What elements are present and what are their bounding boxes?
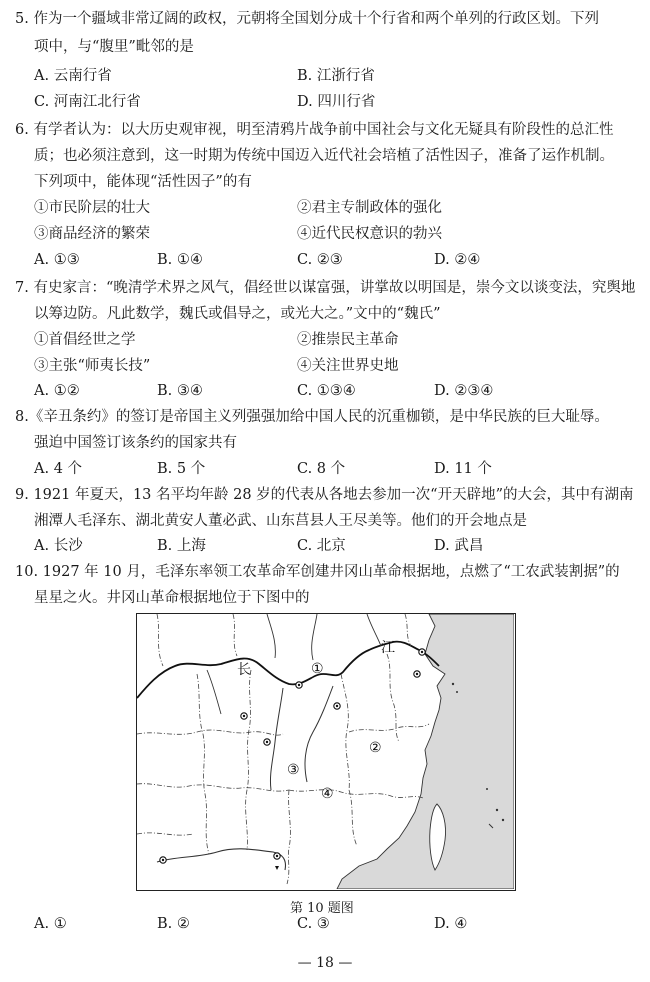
q6-item-2: ②君主专制政体的强化: [297, 200, 442, 216]
map-label-chang: 长: [237, 662, 251, 678]
q5-option-b[interactable]: B. 江浙行省: [297, 68, 375, 84]
q8-option-b[interactable]: B. 5 个: [157, 461, 206, 477]
map-region-3: ③: [287, 762, 300, 778]
q8-option-d[interactable]: D. 11 个: [434, 461, 492, 477]
q10-stem-line1: 10. 1927 年 10 月，毛泽东率领工农革命军创建井冈山革命根据地，点燃了“工农武装割据”的: [15, 564, 620, 580]
q7-item-3: ③主张“师夷长技”: [34, 358, 151, 374]
q10-option-d[interactable]: D. ④: [434, 916, 468, 932]
q6-stem-line2: 质；也必须注意到，这一时期为传统中国迈入近代社会培植了活性因子，准备了运作机制。: [34, 148, 614, 164]
q6-item-3: ③商品经济的繁荣: [34, 226, 150, 242]
q8-stem-line2: 强迫中国签订该条约的国家共有: [34, 435, 237, 451]
pearl-river: [157, 849, 286, 870]
q7-item-2: ②推崇民主革命: [297, 332, 399, 348]
q9-option-b[interactable]: B. 上海: [157, 538, 206, 554]
map-region-1: ①: [311, 661, 324, 677]
q6-option-a[interactable]: A. ①③: [34, 252, 80, 268]
map-caption: 第 10 题图: [290, 901, 354, 916]
q7-stem-line2: 以筹边防。凡此数学，魏氏或倡导之，或光大之。”文中的“魏氏”: [34, 306, 441, 322]
q5-option-c[interactable]: C. 河南江北行省: [34, 94, 141, 110]
q8-stem-line1: 8.《辛丑条约》的签订是帝国主义列强强加给中国人民的沉重枷锁，是中华民族的巨大耻辱。: [15, 409, 609, 425]
q9-option-d[interactable]: D. 武昌: [434, 538, 484, 554]
q6-stem-line1: 6. 有学者认为：以大历史观审视，明至清鸦片战争前中国社会与文化无疑具有阶段性的总汇性: [15, 122, 614, 138]
q10-option-c[interactable]: C. ③: [297, 916, 330, 932]
q5-option-d[interactable]: D. 四川行省: [297, 94, 376, 110]
q9-option-c[interactable]: C. 北京: [297, 538, 346, 554]
q9-stem-line2: 湘潭人毛泽东、湖北黄安人董必武、山东莒县人王尽美等。他们的开会地点是: [34, 513, 527, 529]
q10-map: [136, 613, 516, 891]
q6-item-1: ①市民阶层的壮大: [34, 200, 150, 216]
q5-stem-line2: 项中，与“腹里”毗邻的是: [34, 39, 194, 55]
sea-area: [337, 614, 514, 889]
q9-option-a[interactable]: A. 长沙: [34, 538, 83, 554]
q10-option-a[interactable]: A. ①: [34, 916, 67, 932]
q7-option-a[interactable]: A. ①②: [34, 383, 80, 399]
q7-option-c[interactable]: C. ①③④: [297, 383, 356, 399]
q6-item-4: ④近代民权意识的勃兴: [297, 226, 442, 242]
page-number: — 18 —: [297, 955, 353, 971]
q6-option-d[interactable]: D. ②④: [434, 252, 481, 268]
q10-stem-line2: 星星之火。井冈山革命根据地位于下图中的: [34, 590, 310, 606]
q8-option-a[interactable]: A. 4 个: [34, 461, 83, 477]
q6-option-b[interactable]: B. ①④: [157, 252, 203, 268]
q7-item-1: ①首倡经世之学: [34, 332, 136, 348]
q10-option-b[interactable]: B. ②: [157, 916, 190, 932]
q9-stem-line1: 9. 1921 年夏天，13 名平均年龄 28 岁的代表从各地去参加一次“开天辟地”的大会，其中有湖南: [15, 487, 634, 503]
q7-stem-line1: 7. 有史家言：“晚清学术界之风气，倡经世以谋富强，讲掌故以明国是，崇今文以谈变法，究舆地: [15, 280, 636, 296]
q6-stem-line3: 下列项中，能体现“活性因子”的有: [34, 174, 252, 190]
q7-item-4: ④关注世界史地: [297, 358, 399, 374]
q7-option-b[interactable]: B. ③④: [157, 383, 203, 399]
map-svg: [137, 614, 514, 889]
map-label-jiang: 江: [381, 640, 395, 656]
map-region-4: ④: [321, 786, 334, 802]
q5-option-a[interactable]: A. 云南行省: [34, 68, 112, 84]
q6-option-c[interactable]: C. ②③: [297, 252, 343, 268]
q7-option-d[interactable]: D. ②③④: [434, 383, 494, 399]
map-region-2: ②: [369, 740, 382, 756]
q8-option-c[interactable]: C. 8 个: [297, 461, 346, 477]
q5-stem-line1: 5. 作为一个疆域非常辽阔的政权，元朝将全国划分成十个行省和两个单列的行政区划。下列: [15, 11, 599, 27]
city-markers: [160, 649, 425, 863]
